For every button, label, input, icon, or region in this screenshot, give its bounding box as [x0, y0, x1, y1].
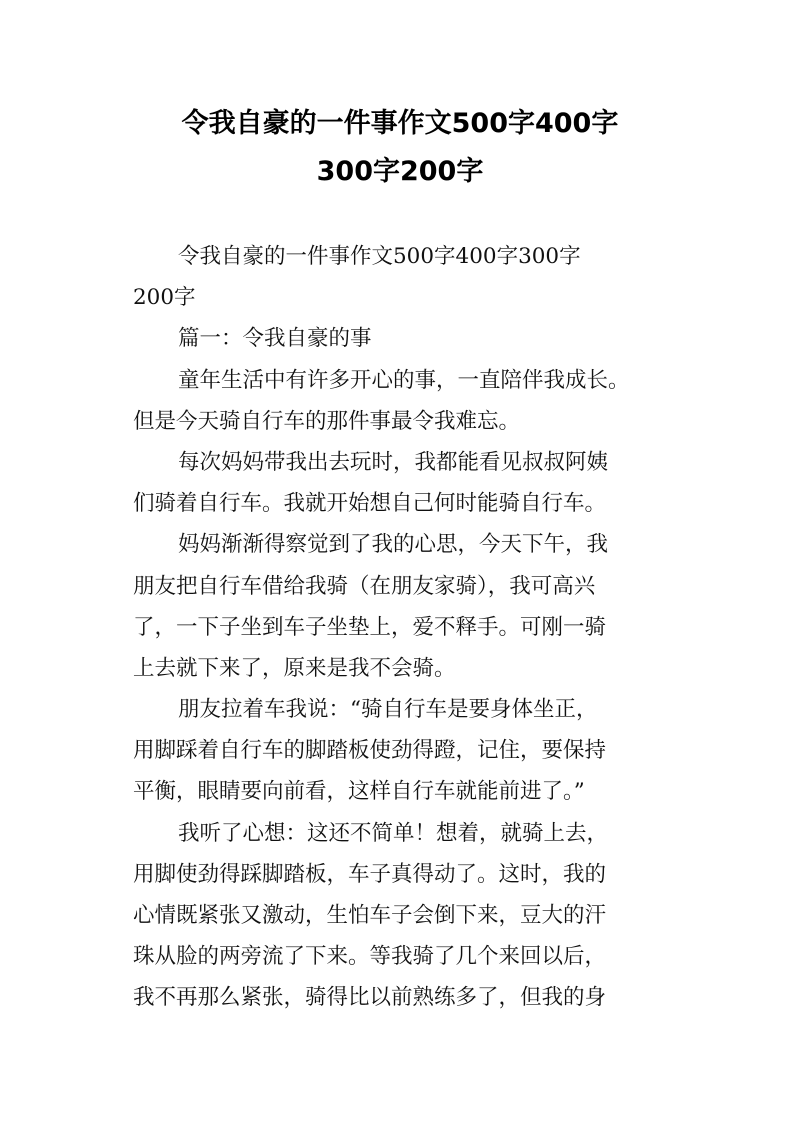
body-text-line: 了，一下子坐到车子坐垫上，爱不释手。可刚一骑	[133, 614, 607, 640]
body-text-line: 用脚使劲得踩脚踏板，车子真得动了。这时，我的	[133, 861, 607, 887]
body-text-line: 童年生活中有许多开心的事，一直陪伴我成长。	[178, 367, 630, 393]
body-text-line: 朋友拉着车我说：“骑自行车是要身体坐正，	[178, 697, 598, 723]
body-text-line: 用脚踩着自行车的脚踏板使劲得蹬，记住，要保持	[133, 738, 607, 764]
body-text-line: 我听了心想：这还不简单！想着，就骑上去，	[178, 820, 609, 846]
body-text-line: 令我自豪的一件事作文500字400字300字	[178, 244, 581, 269]
body-text-line: 我不再那么紧张，骑得比以前熟练多了，但我的身	[133, 985, 607, 1011]
body-text-line: 妈妈渐渐得察觉到了我的心思，今天下午，我	[178, 532, 609, 558]
body-text-line: 朋友把自行车借给我骑（在朋友家骑），我可高兴	[133, 573, 596, 599]
body-text-line: 200字	[133, 285, 196, 311]
title-line: 令我自豪的一件事作文500字400字	[181, 108, 619, 139]
document-title	[100, 100, 700, 196]
title-line: 300字200字	[316, 156, 484, 187]
body-text-line: 篇一：令我自豪的事	[178, 326, 372, 352]
body-text-line: 但是今天骑自行车的那件事最令我难忘。	[133, 408, 521, 434]
body-text-line: 上去就下来了，原来是我不会骑。	[133, 655, 456, 681]
body-text-line: 珠从脸的两旁流了下来。等我骑了几个来回以后，	[133, 944, 607, 970]
body-text-line: 心情既紧张又激动，生怕车子会倒下来，豆大的汗	[133, 903, 607, 928]
body-text-line: 们骑着自行车。我就开始想自己何时能骑自行车。	[133, 491, 607, 517]
body-text-line: 平衡，眼睛要向前看，这样自行车就能前进了。”	[133, 779, 585, 805]
document-body	[133, 236, 693, 1019]
body-text-line: 每次妈妈带我出去玩时，我都能看见叔叔阿姨	[178, 449, 609, 475]
